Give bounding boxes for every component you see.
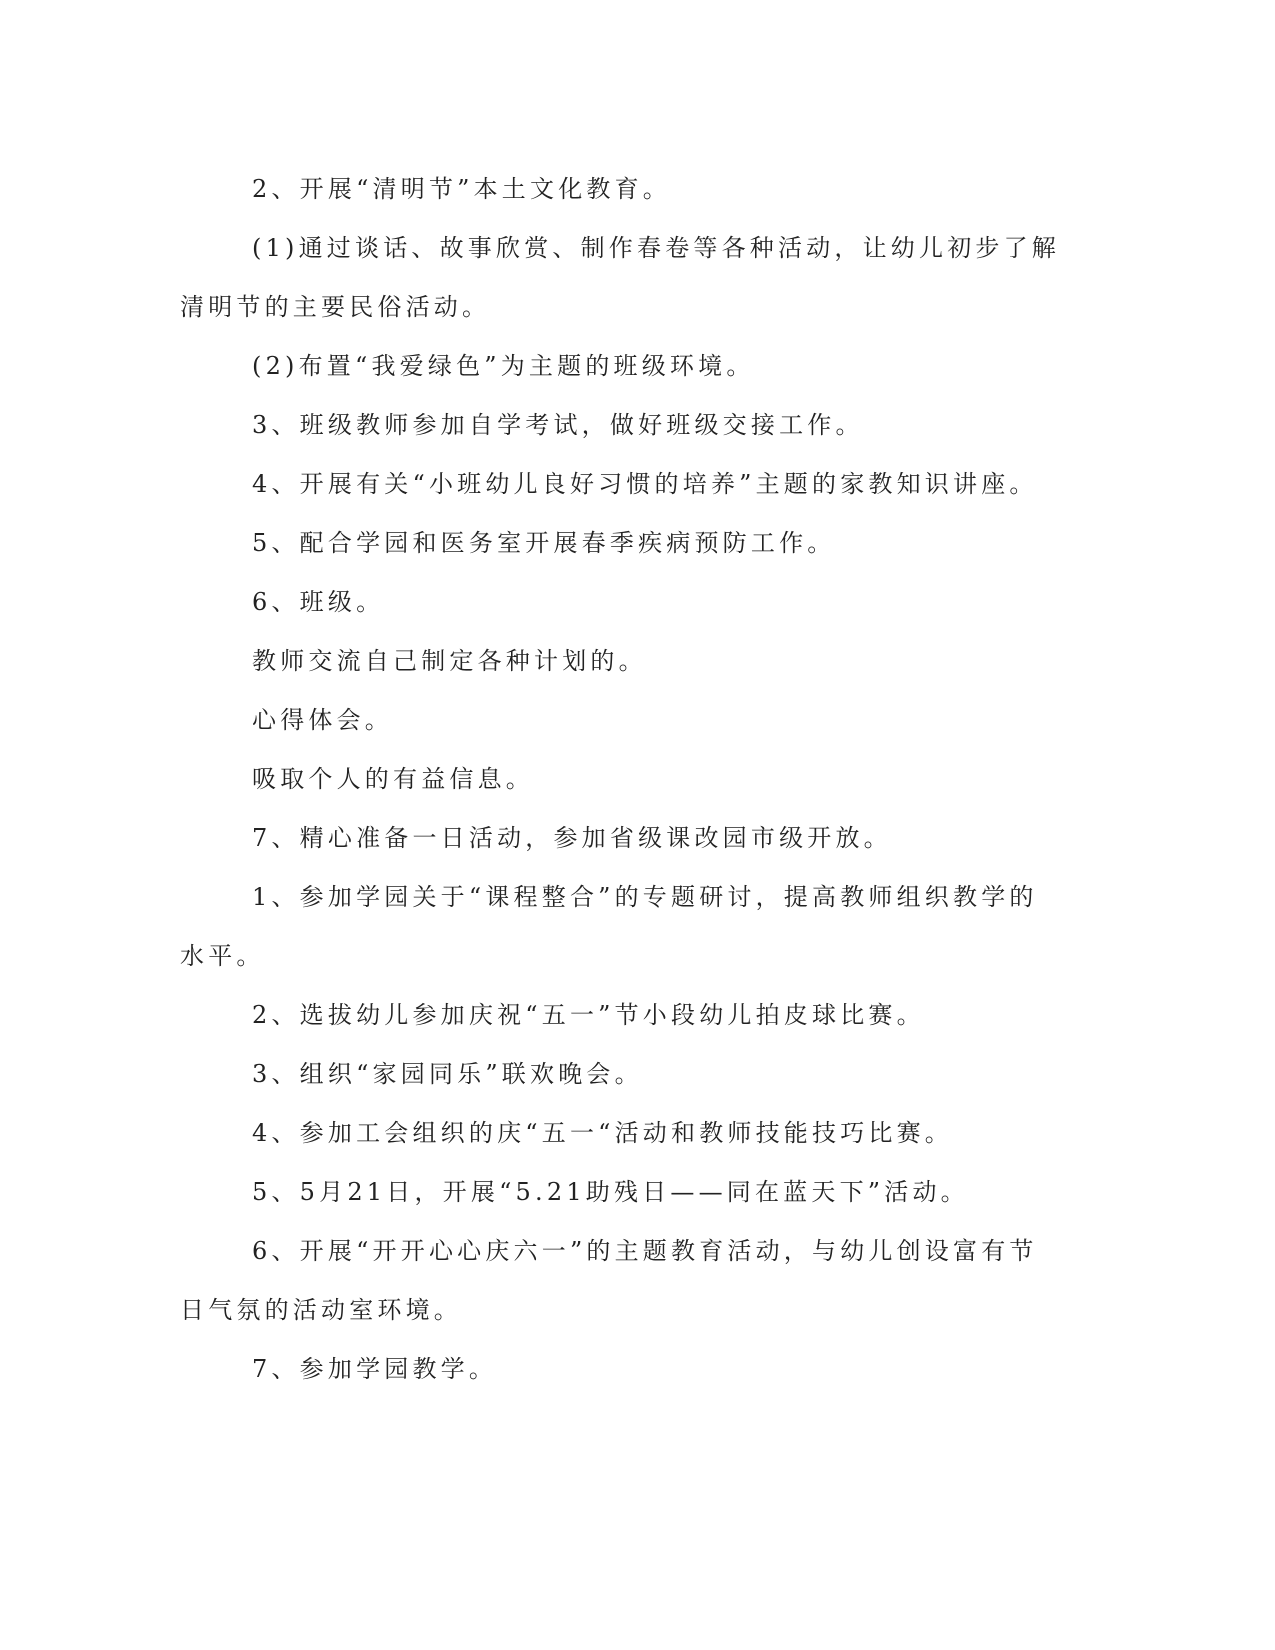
paragraph-17: 6、开展“开开心心庆六一”的主题教育活动，与幼儿创设富有节日气氛的活动室环境。 — [180, 1237, 1038, 1324]
document-body — [180, 160, 1060, 1399]
paragraph-11: 7、精心准备一日活动，参加省级课改园市级开放。 — [252, 824, 892, 852]
paragraph-2: (1)通过谈话、故事欣赏、制作春卷等各种活动，让幼儿初步了解清明节的主要民俗活动。 — [180, 234, 1060, 321]
paragraph-8: 教师交流自己制定各种计划的。 — [252, 647, 647, 675]
paragraph-1: 2、开展“清明节”本土文化教育。 — [252, 175, 672, 203]
paragraph-18: 7、参加学园教学。 — [252, 1355, 498, 1383]
paragraph-4: 3、班级教师参加自学考试，做好班级交接工作。 — [252, 411, 864, 439]
paragraph-12: 1、参加学园关于“课程整合”的专题研讨，提高教师组织教学的水平。 — [180, 883, 1038, 970]
paragraph-5: 4、开展有关“小班幼儿良好习惯的培养”主题的家教知识讲座。 — [252, 470, 1038, 498]
paragraph-3: (2)布置“我爱绿色”为主题的班级环境。 — [252, 352, 755, 380]
paragraph-6: 5、配合学园和医务室开展春季疾病预防工作。 — [252, 529, 836, 557]
paragraph-9: 心得体会。 — [252, 706, 393, 734]
paragraph-10: 吸取个人的有益信息。 — [252, 765, 534, 793]
paragraph-15: 4、参加工会组织的庆“五一“活动和教师技能技巧比赛。 — [252, 1119, 954, 1147]
paragraph-13: 2、选拔幼儿参加庆祝“五一”节小段幼儿拍皮球比赛。 — [252, 1001, 925, 1029]
paragraph-16: 5、5月21日，开展“5.21助残日——同在蓝天下”活动。 — [252, 1178, 969, 1206]
paragraph-7: 6、班级。 — [252, 588, 385, 616]
paragraph-14: 3、组织“家园同乐”联欢晚会。 — [252, 1060, 643, 1088]
